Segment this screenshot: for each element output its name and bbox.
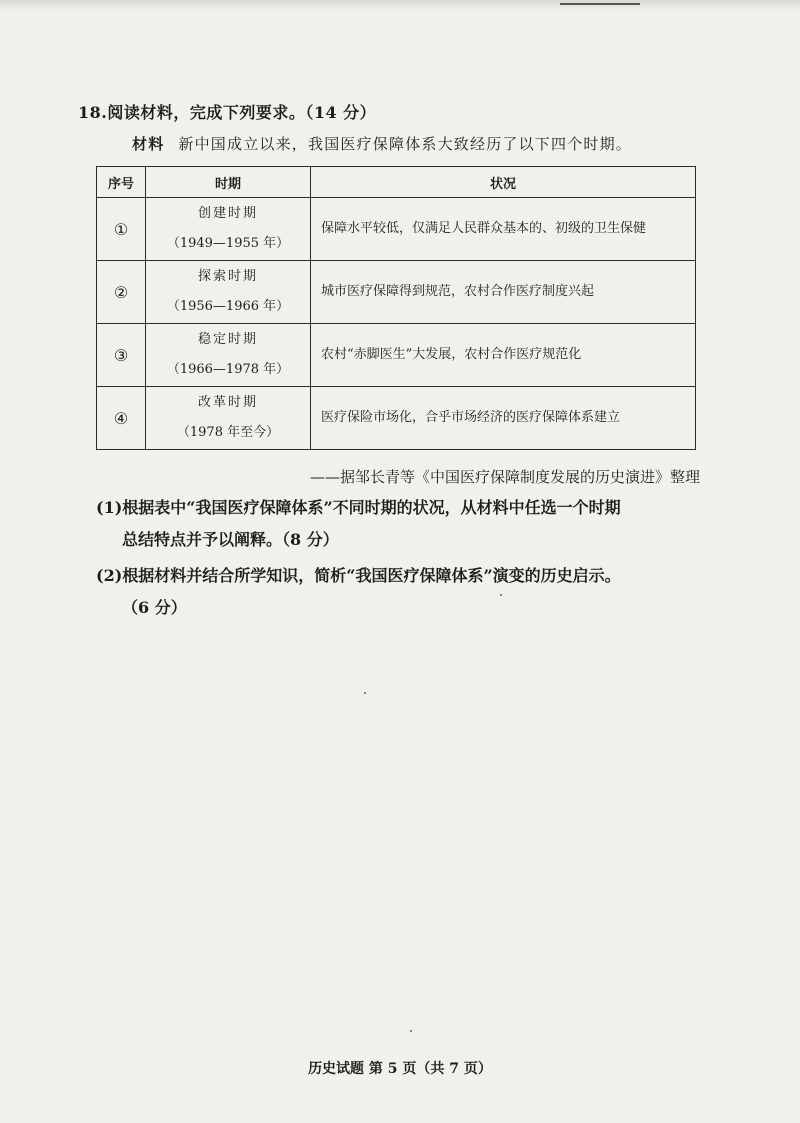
sub-question-2-line2: （6 分） [122,598,187,617]
row-number: ② [97,261,146,324]
row-number: ① [97,198,146,261]
material-intro [132,133,632,154]
row-status: 保障水平较低，仅满足人民群众基本的、初级的卫生保健 [311,198,696,261]
period-name: 稳定时期 [197,332,258,347]
page-footer: 历史试题 第 5 页（共 7 页） [308,1061,492,1077]
top-rule [560,3,640,5]
row-status: 城市医疗保障得到规范，农村合作医疗制度兴起 [311,261,696,324]
scan-speck [364,692,366,694]
sub-question-1-line1: (1)根据表中“我国医疗保障体系”不同时期的状况，从材料中任选一个时期 [96,498,621,517]
period-name: 创建时期 [197,206,258,221]
medical-period-table [96,166,696,450]
header-number: 序号 [97,167,146,198]
sub-question-1 [96,492,706,556]
row-period [146,387,311,450]
header-status: 状况 [311,167,696,198]
sub-question-2 [96,560,706,624]
material-text: 新中国成立以来，我国医疗保障体系大致经历了以下四个时期。 [178,135,633,153]
row-period [146,261,311,324]
row-period [146,198,311,261]
source-citation: ——据邹长青等《中国医疗保障制度发展的历史演进》整理 [309,468,700,486]
row-number: ③ [97,324,146,387]
period-years: （1966—1978 年） [166,362,290,377]
scan-speck [410,1030,412,1032]
row-period [146,324,311,387]
period-years: （1978 年至今） [176,425,280,440]
table-row [97,261,696,324]
period-years: （1949—1955 年） [166,236,290,251]
row-status: 医疗保险市场化，合乎市场经济的医疗保障体系建立 [311,387,696,450]
row-number: ④ [97,387,146,450]
table-row [97,324,696,387]
scan-top-edge [0,0,800,10]
header-period: 时期 [146,167,311,198]
sub-question-1-line2: 总结特点并予以阐释。（8 分） [122,530,339,549]
table-row [97,198,696,261]
period-name: 探索时期 [197,269,258,284]
material-label: 材料 [132,135,165,153]
question-title: 18.阅读材料，完成下列要求。（14 分） [78,103,377,122]
scan-speck [500,594,502,596]
row-status: 农村“赤脚医生”大发展，农村合作医疗规范化 [311,324,696,387]
period-name: 改革时期 [197,395,258,410]
table-row [97,387,696,450]
sub-question-2-line1: (2)根据材料并结合所学知识，简析“我国医疗保障体系”演变的历史启示。 [96,566,621,585]
table-header-row [97,167,696,198]
period-years: （1956—1966 年） [166,299,290,314]
